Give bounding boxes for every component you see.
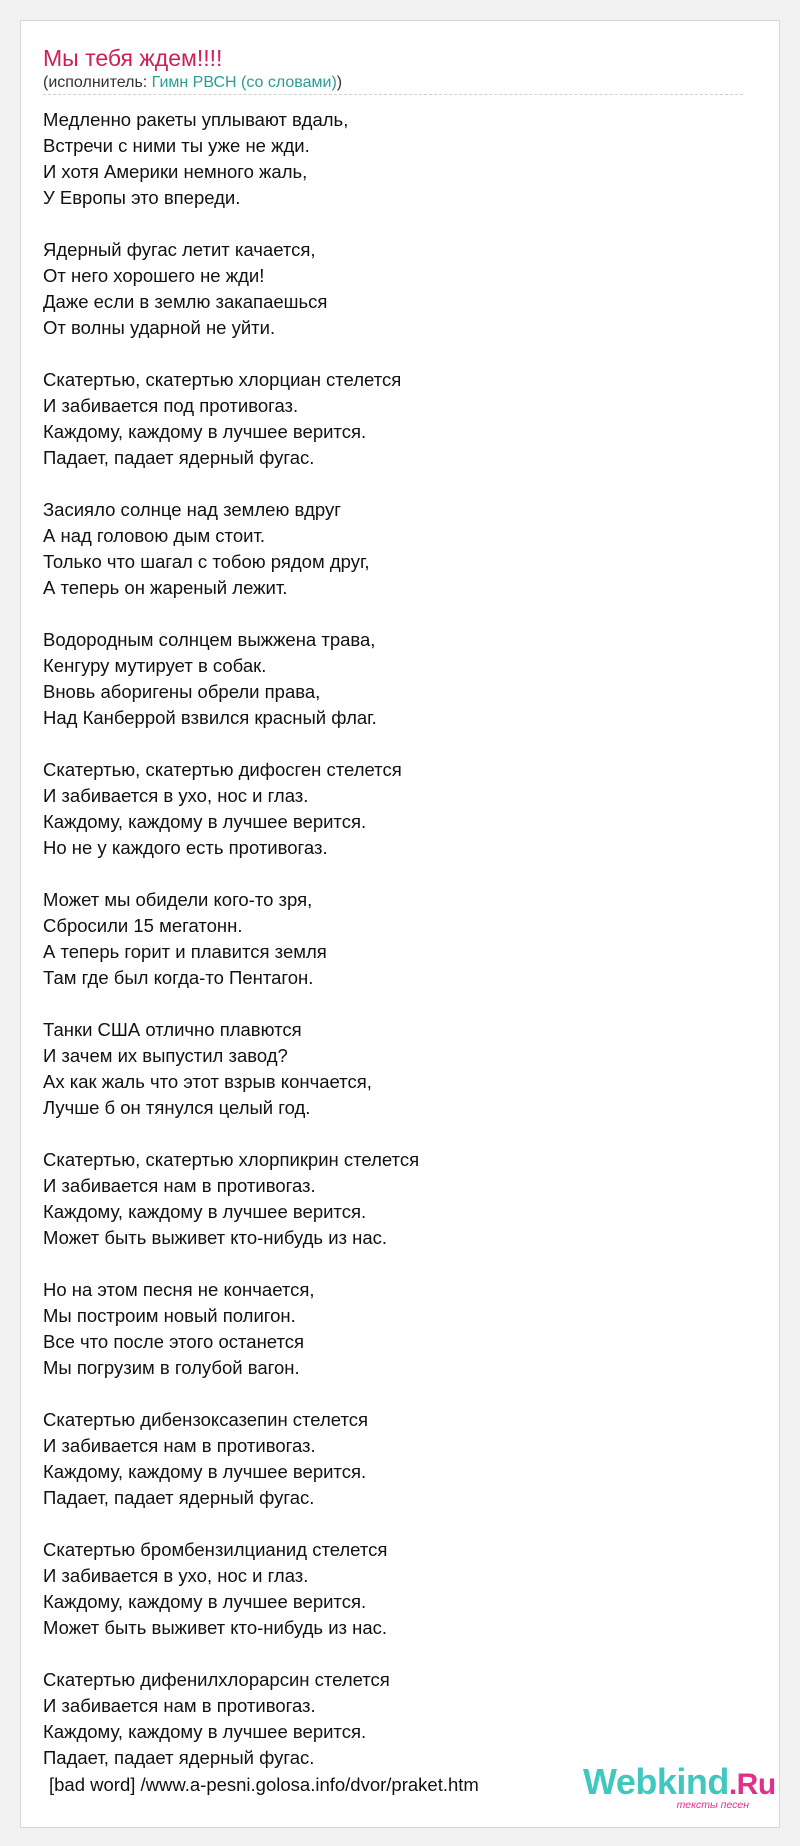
lyrics-line: Падает, падает ядерный фугас.	[43, 447, 315, 468]
lyrics-line: От волны ударной не уйти.	[43, 317, 276, 338]
title-divider	[43, 94, 743, 95]
lyrics-stanza	[43, 757, 743, 861]
lyrics-line: Но не у каждого есть противогаз.	[43, 837, 328, 858]
lyrics-stanza	[43, 367, 743, 471]
lyrics-line: Может быть выживет кто-нибудь из нас.	[43, 1227, 388, 1248]
subtitle-prefix: (исполнитель:	[43, 74, 152, 91]
lyrics-line: Каждому, каждому в лучшее верится.	[43, 811, 367, 832]
lyrics-line: Каждому, каждому в лучшее верится.	[43, 1591, 367, 1612]
lyrics-line: Встречи с ними ты уже не жди.	[43, 135, 310, 156]
lyrics-line: Каждому, каждому в лучшее верится.	[43, 1721, 367, 1742]
lyrics-line: И забивается нам в противогаз.	[43, 1175, 316, 1196]
lyrics-line: Медленно ракеты уплывают вдаль,	[43, 109, 349, 130]
lyrics-line: Скатертью дибензоксазепин стелется	[43, 1409, 368, 1430]
lyrics-line: Падает, падает ядерный фугас.	[43, 1487, 315, 1508]
lyrics-line: Мы построим новый полигон.	[43, 1305, 296, 1326]
lyrics-line: Скатертью, скатертью хлорциан стелется	[43, 369, 402, 390]
lyrics-stanza	[43, 1667, 743, 1771]
lyrics-stanza	[43, 237, 743, 341]
lyrics-line: Каждому, каждому в лучшее верится.	[43, 1201, 367, 1222]
subtitle-suffix: )	[336, 74, 343, 91]
webkind-logo[interactable]	[583, 1761, 776, 1812]
lyrics-line: Скатертью бромбензилцианид стелется	[43, 1539, 388, 1560]
lyrics-line: А теперь он жареный лежит.	[43, 577, 288, 598]
lyrics-line: Может мы обидели кого-то зря,	[43, 889, 313, 910]
lyrics-line: Мы погрузим в голубой вагон.	[43, 1357, 300, 1378]
lyrics-line: Там где был когда-то Пентагон.	[43, 967, 314, 988]
artist-link[interactable]: Гимн РВСН (со словами)	[151, 74, 337, 91]
lyrics-line: Ядерный фугас летит качается,	[43, 239, 316, 260]
lyrics-line: Танки США отлично плавются	[43, 1019, 302, 1040]
lyrics-line: Только что шагал с тобою рядом друг,	[43, 551, 370, 572]
song-subtitle	[43, 73, 342, 93]
lyrics-stanza	[43, 497, 743, 601]
lyrics-card	[20, 20, 780, 1828]
lyrics-stanza	[43, 627, 743, 731]
lyrics-line: От него хорошего не жди!	[43, 265, 265, 286]
lyrics-line: И забивается нам в противогаз.	[43, 1695, 316, 1716]
lyrics-stanza	[43, 107, 743, 211]
lyrics-line: У Европы это впереди.	[43, 187, 241, 208]
lyrics-line: И забивается нам в противогаз.	[43, 1435, 316, 1456]
lyrics-line: Скатертью дифенилхлорарсин стелется	[43, 1669, 390, 1690]
lyrics-line: Сбросили 15 мегатонн.	[43, 915, 243, 936]
lyrics-line: Все что после этого останется	[43, 1331, 305, 1352]
lyrics-line: Падает, падает ядерный фугас.	[43, 1747, 315, 1768]
lyrics-line: Над Канберрой взвился красный флаг.	[43, 707, 377, 728]
lyrics-line: Водородным солнцем выжжена трава,	[43, 629, 376, 650]
lyrics-line: Но на этом песня не кончается,	[43, 1279, 315, 1300]
lyrics-line: И забивается в ухо, нос и глаз.	[43, 1565, 309, 1586]
lyrics-line: И забивается под противогаз.	[43, 395, 299, 416]
lyrics-line: И зачем их выпустил завод?	[43, 1045, 288, 1066]
lyrics-line: Скатертью, скатертью хлорпикрин стелется	[43, 1149, 420, 1170]
lyrics-line: Вновь аборигены обрели права,	[43, 681, 321, 702]
logo-main-text: Webkind	[583, 1761, 729, 1802]
lyrics-stanza	[43, 1277, 743, 1381]
logo-suffix-text: .Ru	[728, 1768, 776, 1801]
lyrics-line: И хотя Америки немного жаль,	[43, 161, 308, 182]
lyrics-line: Кенгуру мутирует в собак.	[43, 655, 267, 676]
lyrics-stanza	[43, 887, 743, 991]
lyrics-stanza	[43, 1017, 743, 1121]
lyrics-line: Может быть выживет кто-нибудь из нас.	[43, 1617, 388, 1638]
lyrics-line: Даже если в землю закапаешься	[43, 291, 328, 312]
lyrics-line: А над головою дым стоит.	[43, 525, 266, 546]
logo-tagline: тексты песен	[676, 1799, 749, 1811]
lyrics-line: Лучше б он тянулся целый год.	[43, 1097, 311, 1118]
lyrics-line: Ах как жаль что этот взрыв кончается,	[43, 1071, 372, 1092]
lyrics-line: Засияло солнце над землею вдруг	[43, 499, 341, 520]
lyrics-line: Скатертью, скатертью дифосген стелется	[43, 759, 402, 780]
lyrics-body	[43, 107, 743, 1797]
lyrics-line: А теперь горит и плавится земля	[43, 941, 327, 962]
lyrics-stanza	[43, 1407, 743, 1511]
song-title: Мы тебя ждем!!!!	[43, 45, 223, 71]
lyrics-line: Каждому, каждому в лучшее верится.	[43, 1461, 367, 1482]
lyrics-stanza	[43, 1147, 743, 1251]
source-line: [bad word] /www.a-pesni.golosa.info/dvor/praket.htm	[49, 1774, 479, 1795]
lyrics-stanza	[43, 1537, 743, 1641]
lyrics-line: И забивается в ухо, нос и глаз.	[43, 785, 309, 806]
lyrics-line: Каждому, каждому в лучшее верится.	[43, 421, 367, 442]
